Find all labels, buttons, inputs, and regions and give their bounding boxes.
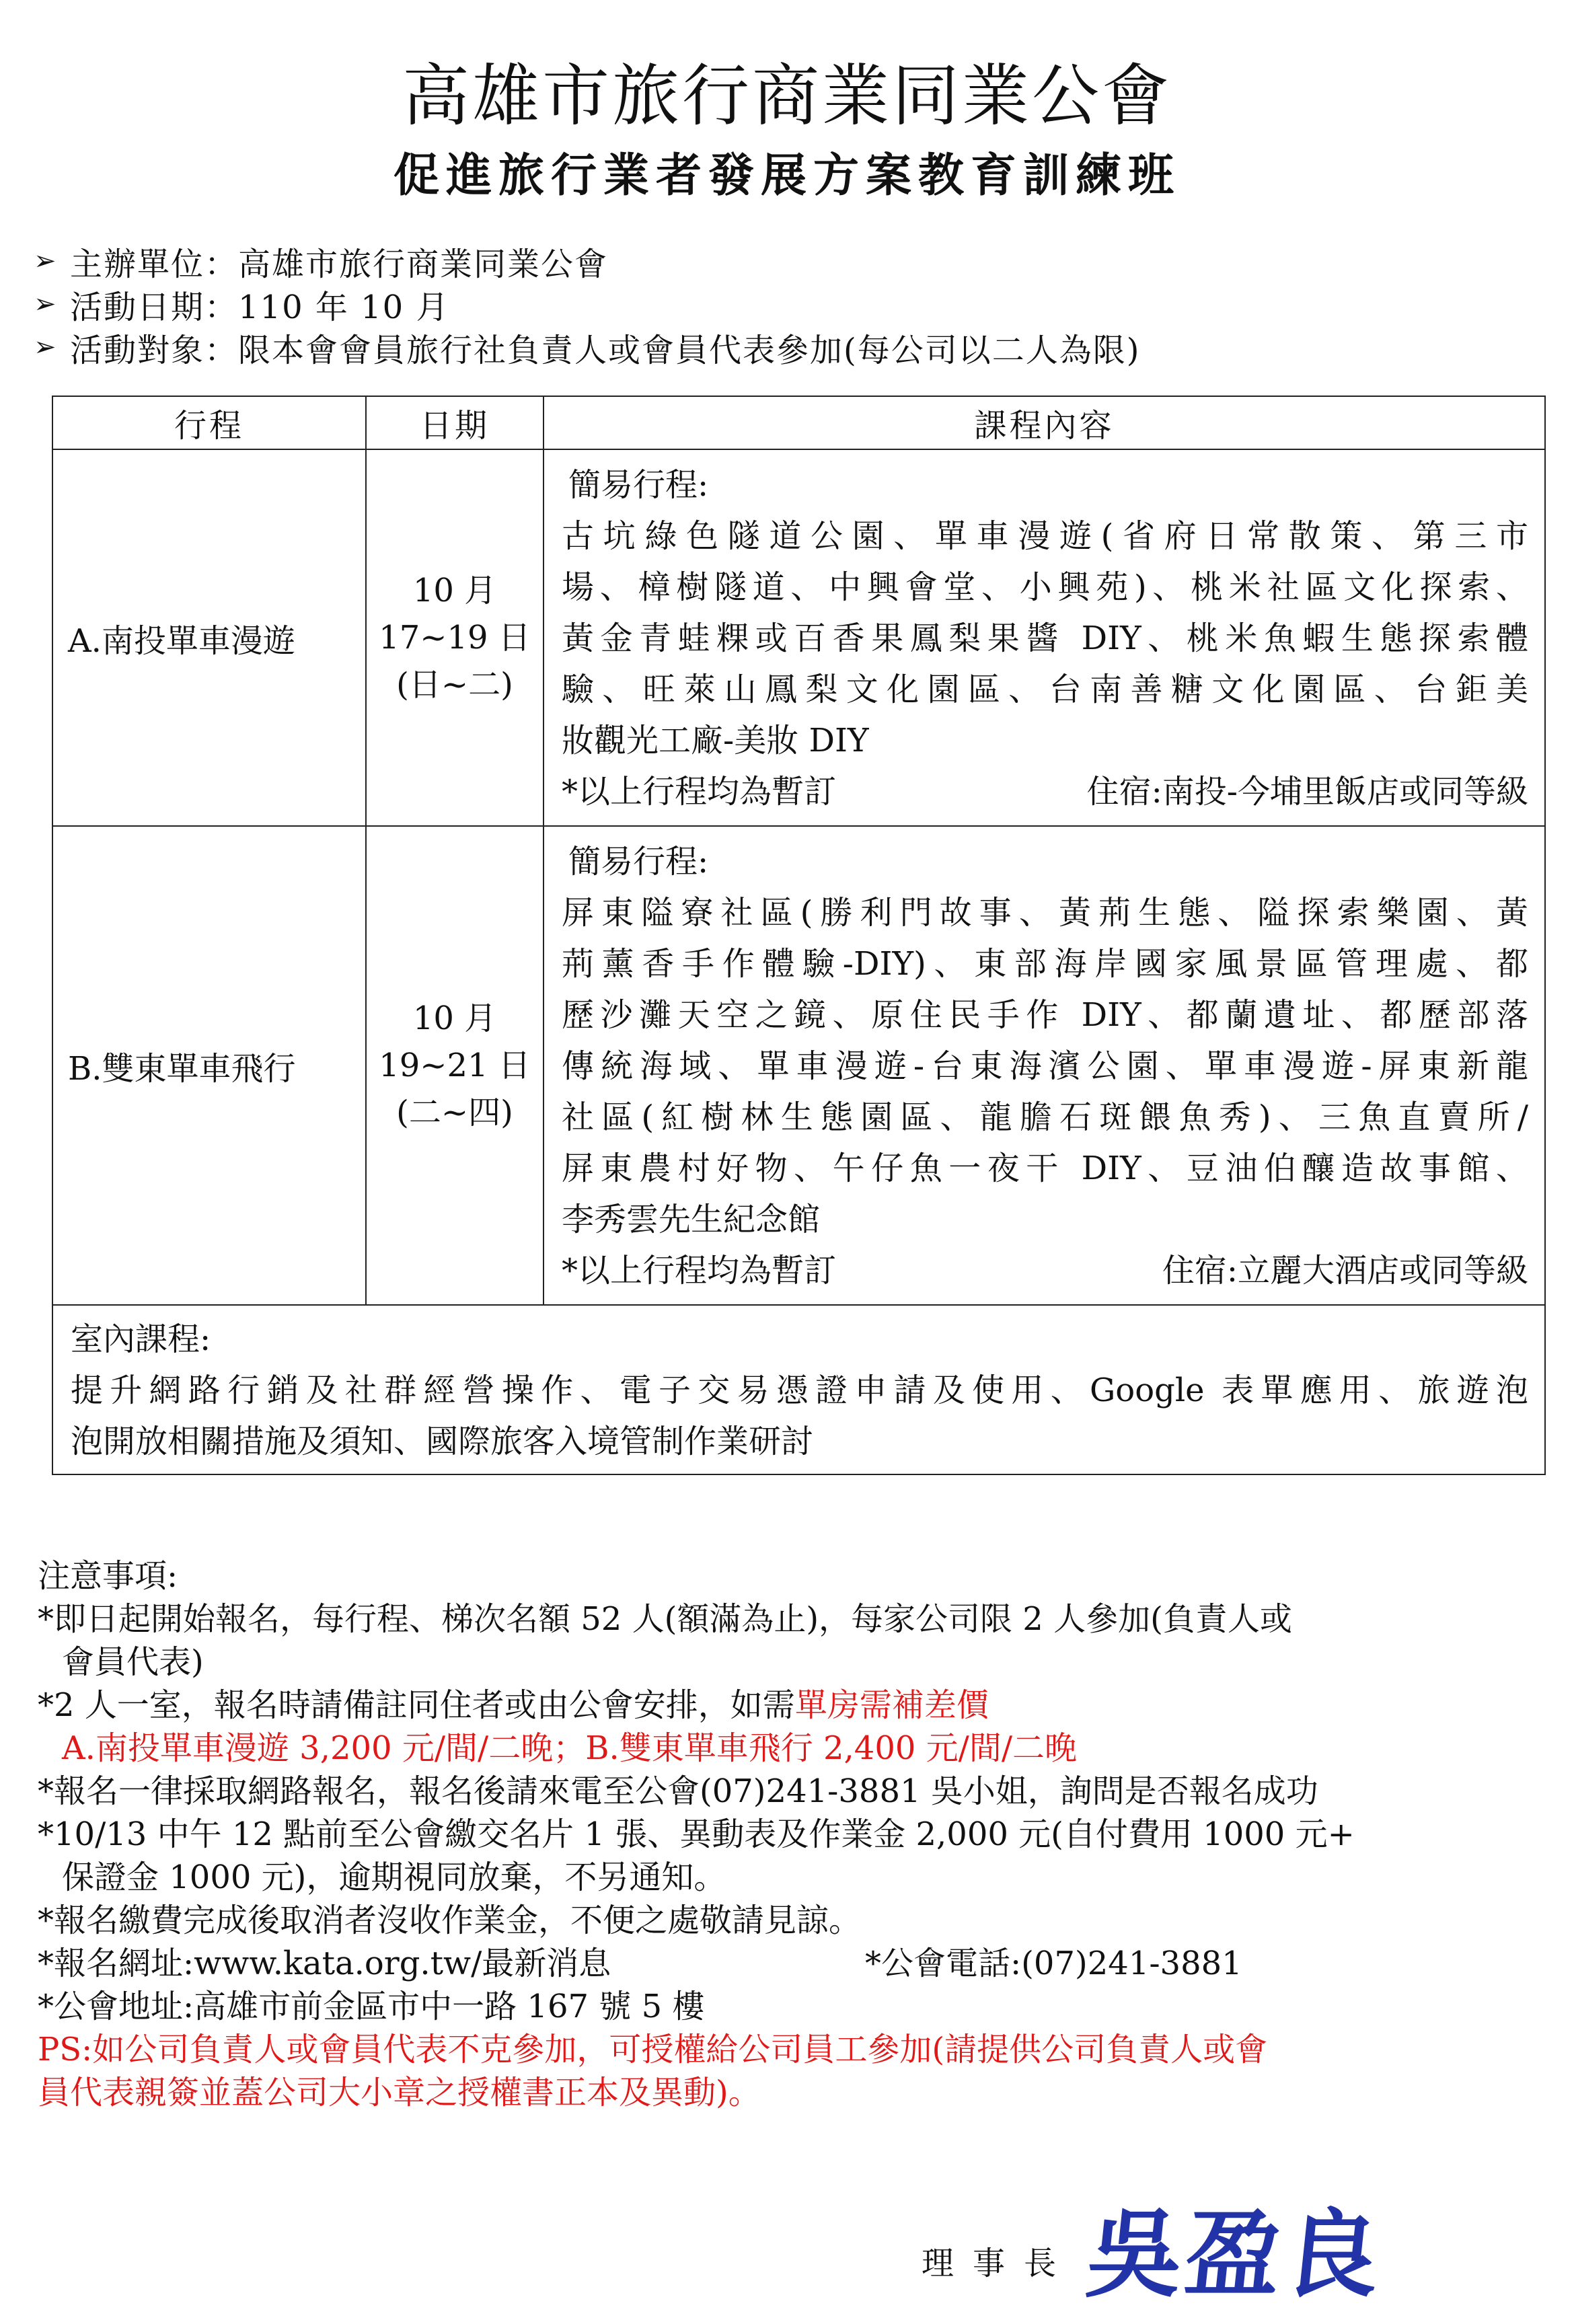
note-contact: [38, 1942, 1551, 1985]
header-content: 課程內容: [544, 396, 1545, 449]
trip-date: [366, 449, 544, 826]
info-date: [34, 283, 1540, 326]
trip-date-days: 19~21 日: [379, 1047, 531, 1084]
note-deadline: *10/13 中午 12 點前至公會繳交名片 1 張、異動表及作業金 2,000 元(自付費用 1000 元+: [38, 1815, 1355, 1853]
notes-section: [38, 1554, 1551, 2114]
itinerary-line: 驗、旺萊山鳳梨文化園區、台南善糖文化園區、台鉅美: [562, 671, 1528, 708]
table-row-indoor: [52, 1305, 1545, 1474]
trip-date-weekdays: (日~二): [396, 666, 513, 704]
itinerary-heading: 簡易行程:: [568, 843, 709, 880]
itinerary-line: 歷沙灘天空之鏡、原住民手作 DIY、都蘭遺址、都歷部落: [562, 996, 1528, 1034]
note-room-surcharge: 單房需補差價: [794, 1686, 989, 1724]
info-audience: [34, 326, 1540, 369]
trip-date: [366, 826, 544, 1305]
ps-note-cont: 員代表親簽並蓋公司大小章之授權書正本及異動)。: [38, 2074, 761, 2111]
note-cancellation: *報名繳費完成後取消者沒收作業金，不便之處敬請見諒。: [38, 1902, 862, 1939]
trip-name: A.南投單車漫遊: [52, 449, 366, 826]
tentative-note: *以上行程均為暫訂: [562, 773, 837, 811]
itinerary-note: [562, 766, 1528, 817]
itinerary-line: 荊薰香手作體驗-DIY)、東部海岸國家風景區管理處、都: [562, 945, 1528, 983]
table-header-row: [52, 396, 1545, 449]
itinerary-line: 傳統海域、單車漫遊-台東海濱公園、單車漫遊-屏東新龍: [562, 1047, 1528, 1085]
note-room-price: A.南投單車漫遊 3,200 元/間/二晚；B.雙東單車飛行 2,400 元/間/二晚: [62, 1729, 1078, 1767]
document-subtitle: 促進旅行業者發展方案教育訓練班: [393, 149, 1180, 202]
trip-content: [544, 449, 1545, 826]
registration-url[interactable]: *報名網址:www.kata.org.tw/最新消息: [38, 1945, 611, 1982]
arrow-bullet-icon: ➢: [34, 289, 57, 320]
arrow-bullet-icon: ➢: [34, 332, 57, 363]
handwritten-signature: 吳盈良: [1082, 2200, 1388, 2311]
note-registration: *即日起開始報名，每行程、梯次名額 52 人(額滿為止)，每家公司限 2 人參加(負責人或: [38, 1600, 1292, 1638]
association-phone: *公會電話:(07)241-3881: [865, 1945, 1242, 1982]
trip-date-days: 17~19 日: [379, 619, 531, 657]
indoor-course: [52, 1305, 1545, 1474]
note-deadline-cont: 保證金 1000 元)，逾期視同放棄，不另通知。: [62, 1859, 726, 1896]
signature-block: [922, 2193, 1388, 2311]
trip-content: [544, 826, 1545, 1305]
itinerary-line: 場、樟樹隧道、中興會堂、小興苑)、桃米社區文化探索、: [562, 568, 1528, 606]
itinerary-line: 社區(紅樹林生態園區、龍膽石斑餵魚秀)、三魚直賣所/: [562, 1098, 1528, 1136]
note-room-text: *2 人一室，報名時請備註同住者或由公會安排，如需: [38, 1686, 795, 1724]
indoor-heading: 室內課程:: [71, 1320, 211, 1358]
note-address: *公會地址:高雄市前金區市中一路 167 號 5 樓: [38, 1988, 705, 2025]
arrow-bullet-icon: ➢: [34, 246, 57, 276]
itinerary-line: 黃金青蛙粿或百香果鳳梨果醬 DIY、桃米魚蝦生態探索體: [562, 620, 1528, 657]
itinerary-heading: 簡易行程:: [568, 466, 709, 504]
document-title: 高雄市旅行商業同業公會: [402, 57, 1172, 135]
table-row-trip-a: [52, 449, 1545, 826]
notes-heading: 注意事項:: [38, 1557, 178, 1595]
note-online-registration: *報名一律採取網路報名，報名後請來電至公會(07)241-3881 吳小姐，詢問是否報名成功: [38, 1772, 1318, 1810]
info-organizer-text: 主辦單位：高雄市旅行商業同業公會: [70, 245, 609, 283]
schedule-table: [52, 396, 1546, 1475]
event-info: [34, 239, 1540, 369]
indoor-line: 泡開放相關措施及須知、國際旅客入境管制作業研討: [71, 1423, 814, 1460]
trip-date-weekdays: (二~四): [396, 1094, 513, 1131]
trip-date-month: 10 月: [412, 572, 497, 609]
lodging-note: 住宿:立麗大酒店或同等級: [1162, 1252, 1528, 1289]
info-audience-text: 活動對象：限本會會員旅行社負責人或會員代表參加(每公司以二人為限): [70, 331, 1141, 369]
itinerary-line: 古坑綠色隧道公園、單車漫遊(省府日常散策、第三市: [562, 517, 1528, 555]
itinerary-line: 屏東隘寮社區(勝利門故事、黃荊生態、隘探索樂園、黃: [562, 894, 1528, 932]
note-registration-cont: 會員代表): [62, 1643, 204, 1681]
itinerary-line: 妝觀光工廠-美妝 DIY: [562, 722, 869, 759]
chairman-title: 理事長: [922, 2244, 1076, 2282]
trip-name: B.雙東單車飛行: [52, 826, 366, 1305]
lodging-note: 住宿:南投-今埔里飯店或同等級: [1086, 773, 1528, 811]
ps-note: PS:如公司負責人或會員代表不克參加，可授權給公司員工參加(請提供公司負責人或會: [38, 2031, 1268, 2068]
itinerary-note: [562, 1245, 1528, 1296]
header-date: 日期: [366, 396, 544, 449]
header-trip: 行程: [52, 396, 366, 449]
info-organizer: [34, 239, 1540, 283]
tentative-note: *以上行程均為暫訂: [562, 1252, 837, 1289]
table-row-trip-b: [52, 826, 1545, 1305]
note-room: [38, 1684, 1551, 1727]
trip-date-month: 10 月: [412, 1000, 497, 1037]
indoor-line: 提升網路行銷及社群經營操作、電子交易憑證申請及使用、Google 表單應用、旅遊泡: [71, 1372, 1528, 1409]
itinerary-line: 李秀雲先生紀念館: [562, 1201, 821, 1238]
info-date-text: 活動日期：110 年 10 月: [70, 288, 450, 326]
itinerary-line: 屏東農村好物、午仔魚一夜干 DIY、豆油伯釀造故事館、: [562, 1150, 1528, 1187]
